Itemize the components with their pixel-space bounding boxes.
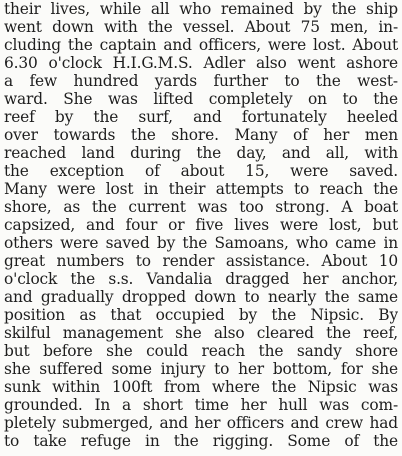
article-line: but before she could reach the sandy shore bbox=[4, 342, 398, 360]
article-line: others were saved by the Samoans, who came in bbox=[4, 234, 398, 252]
article-line: reached land during the day, and all, with bbox=[4, 144, 398, 162]
article-line: reef by the surf, and fortunately heeled bbox=[4, 108, 398, 126]
article-line: shore, as the current was too strong. A boat bbox=[4, 198, 398, 216]
article-line: capsized, and four or five lives were lost, but bbox=[4, 216, 398, 234]
article-line: great numbers to render assistance. About 10 bbox=[4, 252, 398, 270]
article-line: 6.30 o'clock H.I.G.M.S. Adler also went ashore bbox=[4, 54, 398, 72]
article-line: and gradually dropped down to nearly the same bbox=[4, 288, 398, 306]
article-line: their lives, while all who remained by the ship bbox=[4, 0, 398, 18]
article-line: o'clock the s.s. Vandalia dragged her anchor, bbox=[4, 270, 398, 288]
article-line: the exception of about 15, were saved. bbox=[4, 162, 398, 180]
article-line: position as that occupied by the Nipsic. By bbox=[4, 306, 398, 324]
article-line: Many were lost in their attempts to reach the bbox=[4, 180, 398, 198]
article-line: grounded. In a short time her hull was com- bbox=[4, 396, 398, 414]
article-line: ward. She was lifted completely on to the bbox=[4, 90, 398, 108]
article-line: pletely submerged, and her officers and crew had bbox=[4, 414, 398, 432]
article-line: a few hundred yards further to the west- bbox=[4, 72, 398, 90]
article-line: to take refuge in the rigging. Some of the bbox=[4, 432, 398, 450]
article-line: she suffered some injury to her bottom, for she bbox=[4, 360, 398, 378]
article-line: over towards the shore. Many of her men bbox=[4, 126, 398, 144]
article-line: went down with the vessel. About 75 men, in- bbox=[4, 18, 398, 36]
article-line: cluding the captain and officers, were lost. About bbox=[4, 36, 398, 54]
article-line: skilful management she also cleared the reef, bbox=[4, 324, 398, 342]
article-line: sunk within 100ft from where the Nipsic was bbox=[4, 378, 398, 396]
